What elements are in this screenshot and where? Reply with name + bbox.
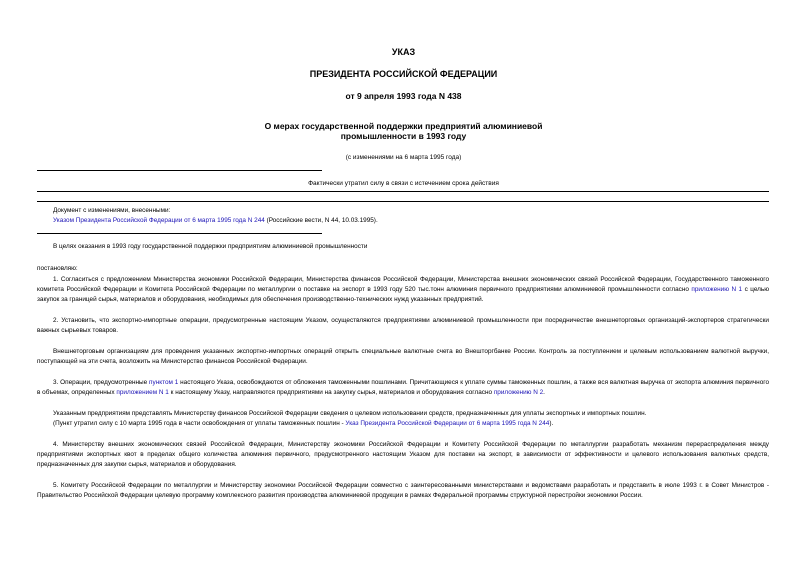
paragraph-3	[37, 378, 769, 398]
subject-line-1: О мерах государственной поддержки предприятий алюминиевой	[264, 121, 543, 131]
divider	[37, 201, 769, 202]
decree-244-link[interactable]: Указ Президента Российской Федерации от 6 марта 1995 года N 244	[345, 420, 550, 427]
paragraph-3c	[53, 419, 769, 429]
document-date: от 9 апреля 1993 года N 438	[345, 91, 462, 101]
status-note: Фактически утратил силу в связи с истечением срока действия	[308, 180, 499, 187]
paragraph-1	[37, 275, 769, 305]
paragraph-5: 5. Комитету Российской Федерации по металлургии и Министерству экономики Российской Федерации совместно с заинтересованными министерствами и ведомствами разработать и представить в июле 1993 г. в Совет Министров - Правительство Российской Федерации целевую программу комплексного развития производства алюминиевой продукции в рамках Федеральной программы структурной перестройки экономики России.	[37, 482, 769, 499]
document-subject	[0, 121, 807, 141]
decree-word: постановляю:	[37, 265, 78, 272]
changes-reference	[53, 216, 753, 226]
changes-label: Документ с изменениями, внесенными:	[53, 207, 171, 214]
p3-text-a: 3. Операции, предусмотренные	[53, 379, 150, 386]
item-1-link[interactable]: пунктом 1	[149, 379, 179, 386]
issuer-title: ПРЕЗИДЕНТА РОССИЙСКОЙ ФЕДЕРАЦИИ	[309, 69, 498, 79]
divider	[37, 233, 322, 234]
p3c-text-a: (Пункт утратил силу с 10 марта 1995 года в части освобождения от уплаты таможенных пошлин -	[53, 420, 346, 427]
paragraph-3b: Указанным предприятиям представлять Министерству финансов Российской Федерации сведения о целевом использовании средств, предназначенных для уплаты экспортных и импортных пошлин.	[53, 410, 647, 417]
appendix-2-link[interactable]: приложению N 2	[493, 389, 544, 396]
divider	[37, 170, 322, 171]
subject-line-2: промышленности в 1993 году	[340, 131, 467, 141]
changes-source: (Российские вести, N 44, 10.03.1995).	[264, 217, 378, 224]
appendix-1-link[interactable]: приложению N 1	[691, 286, 743, 293]
document-type-title: УКАЗ	[391, 47, 416, 57]
p1-text-b: с целью закупок за границей сырья, материалов и оборудования, необходимых для обеспечения производственно-технических нужд указанных предприятий.	[37, 286, 770, 303]
divider	[37, 191, 769, 192]
paragraph-4: 4. Министерству внешних экономических связей Российской Федерации, Министерству экономики Российской Федерации и Комитету Российской Федерации по металлургии разработать механизм перераспределения между предприятиями экспортных квот в пределах общего количества алюминия первичного, предусмотренного настоящим Указом для поставки на экспорт, в зависимости от эффективности и целевого использования валютных средств, предназначенных для закупки сырья, материалов и оборудования.	[37, 441, 769, 468]
p3-text-d: .	[543, 389, 545, 396]
changes-block	[53, 206, 753, 226]
paragraph-2b: Внешнеторговым организациям для проведения указанных экспортно-импортных операций открыть специальные валютные счета во Внешторгбанке России. Контроль за поступлением и целевым использованием валютной выручки, поступающей на эти счета, возложить на Министерство финансов Российской Федерации.	[37, 348, 769, 365]
preamble: В целях оказания в 1993 году государственной поддержки предприятиям алюминиевой промышленности	[53, 243, 368, 250]
paragraph-2: 2. Установить, что экспортно-импортные операции, предусмотренные настоящим Указом, осуществляются предприятиями алюминиевой промышленности при посредничестве внешнеторговых организаций-экспортеров стратегически важных сырьевых товаров.	[37, 317, 769, 334]
p1-text-a: 1. Согласиться с предложением Министерства экономики Российской Федерации, Министерства финансов Российской Федерации, Министерства внешних экономических связей Российской Федерации, Государственного таможенного комитета Российской Федерации и Комитета Российской Федерации по металлургии о поставке на экспорт в 1993 году 520 тыс.тонн алюминия первичного предприятиями алюминиевой промышленности согласно	[37, 276, 769, 293]
p3c-text-b: ).	[549, 420, 554, 427]
p3-text-c: к настоящему Указу, направляются предприятиями на закупку сырья, материалов и оборудования согласно	[168, 389, 494, 396]
appendix-1-link[interactable]: приложением N 1	[116, 389, 169, 396]
amendments-note: (с изменениями на 6 марта 1995 года)	[345, 154, 462, 161]
changes-link[interactable]: Указом Президента Российской Федерации от 6 марта 1995 года N 244	[53, 217, 265, 224]
p3-text-b: настоящего Указа, освобождаются от обложения таможенными пошлинами. Причитающиеся к уплате суммы таможенных пошлин, а также вся валютная выручка от экспорта алюминия первичного в объемах, определенных	[37, 379, 769, 396]
